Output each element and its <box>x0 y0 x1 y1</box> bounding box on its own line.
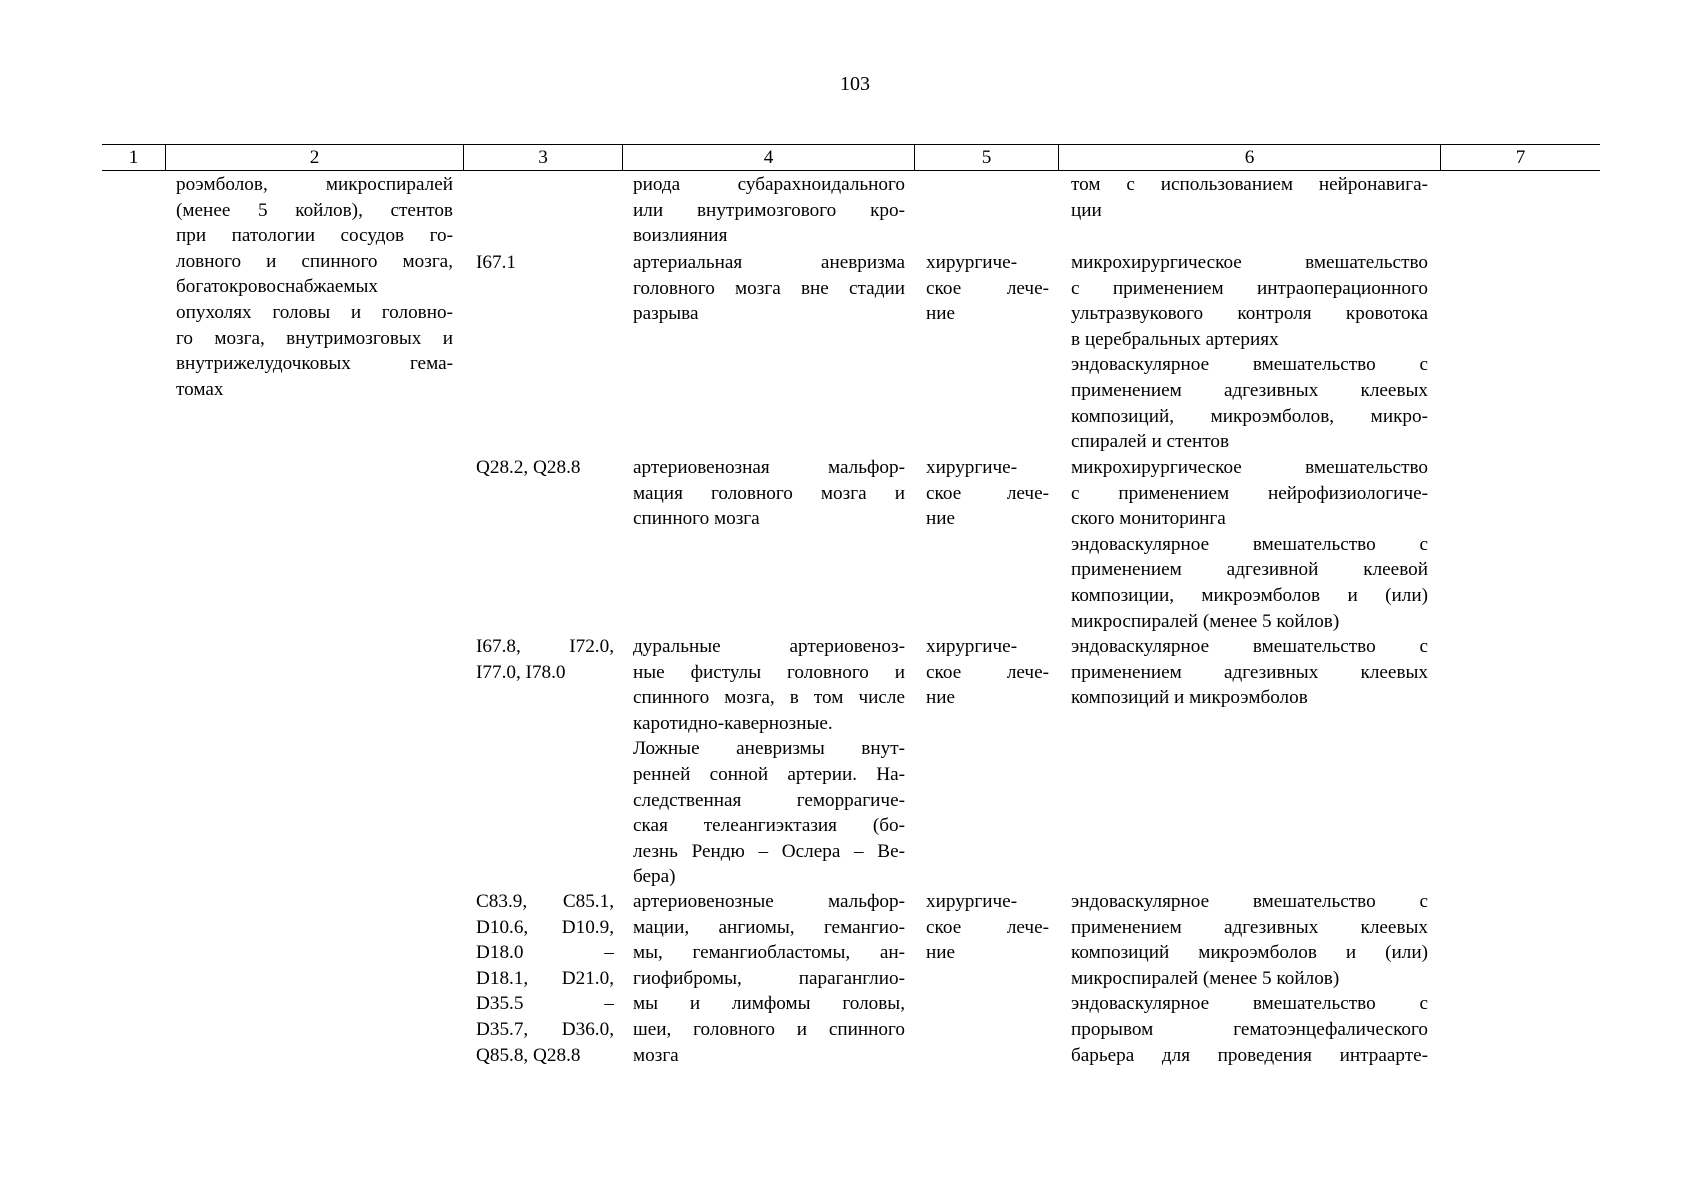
text-line: применением адгезивных клеевых <box>1071 379 1428 401</box>
row3-disease <box>633 634 905 890</box>
text-line: ные фистулы головного и <box>633 661 905 683</box>
text-line: композиций, микроэмболов, микро- <box>1071 405 1428 427</box>
row1-codes <box>476 250 614 276</box>
text-line: применением адгезивных клеевых <box>1071 916 1428 938</box>
text-line: спиралей и стентов <box>1071 431 1230 453</box>
text-line: опухолях головы и головно- <box>176 301 453 323</box>
text-line: ренней сонной артерии. На- <box>633 763 905 785</box>
row2-disease <box>633 455 905 532</box>
text-line: ние <box>926 687 956 709</box>
text-line: хирургиче- <box>926 252 1018 273</box>
text-line: Ложные аневризмы внут- <box>633 738 905 760</box>
row1-treatment <box>926 250 1049 327</box>
text-line: эндоваскулярное вмешательство с <box>1071 993 1428 1015</box>
text-line: ние <box>926 508 956 530</box>
text-line: спинного мозга, в том числе <box>633 687 905 709</box>
text-line: с применением интраоперационного <box>1071 277 1428 299</box>
text-line: композиций микроэмболов и (или) <box>1071 942 1428 964</box>
text-line: микроспиралей (менее 5 койлов) <box>1071 610 1340 632</box>
row1-disease <box>633 250 905 327</box>
text-line: артериальная аневризма <box>633 252 905 273</box>
text-line: головного мозга вне стадии <box>633 277 905 299</box>
col2-description <box>176 172 453 402</box>
text-line: спинного мозга <box>633 508 760 530</box>
text-line: ние <box>926 942 956 964</box>
text-line: гиофибромы, параганглио- <box>633 967 905 989</box>
text-line: D18.0 – <box>476 942 614 964</box>
text-line: роэмболов, микроспиралей <box>176 174 453 195</box>
text-line: I67.1 <box>476 252 516 273</box>
row2-method <box>1071 455 1428 634</box>
text-line: D35.5 – <box>476 993 614 1015</box>
text-line: ское лече- <box>926 482 1049 504</box>
text-line: применением адгезивных клеевых <box>1071 661 1428 683</box>
text-line: ультразвукового контроля кровотока <box>1071 303 1428 325</box>
row4-method <box>1071 889 1428 1068</box>
text-line: внутрижелудочковых гема- <box>176 353 453 375</box>
text-line: воизлияния <box>633 225 728 247</box>
text-line: D35.7, D36.0, <box>476 1018 614 1040</box>
text-line: I67.8, I72.0, <box>476 636 614 657</box>
text-line: каротидно-кавернозные. <box>633 712 833 734</box>
text-line: ское лече- <box>926 916 1049 938</box>
row3-codes <box>476 634 614 685</box>
text-line: ское лече- <box>926 277 1049 299</box>
row3-treatment <box>926 634 1049 711</box>
text-line: микроспиралей (менее 5 койлов) <box>1071 967 1340 989</box>
text-line: D18.1, D21.0, <box>476 967 614 989</box>
text-line: прорывом гематоэнцефалического <box>1071 1018 1428 1040</box>
header-col-6: 6 <box>1058 145 1440 170</box>
text-line: композиции, микроэмболов и (или) <box>1071 584 1428 606</box>
text-line: ская телеангиэктазия (бо- <box>633 815 905 837</box>
table-header-row <box>102 144 1600 171</box>
row4-treatment <box>926 889 1049 966</box>
text-line: композиций и микроэмболов <box>1071 687 1308 709</box>
text-line: шеи, головного и спинного <box>633 1018 905 1040</box>
text-line: эндоваскулярное вмешательство с <box>1071 891 1428 912</box>
text-line: микрохирургическое вмешательство <box>1071 252 1428 273</box>
text-line: мации, ангиомы, гемангио- <box>633 916 905 938</box>
text-line: ловного и спинного мозга, <box>176 250 453 272</box>
text-line: лезнь Рендю – Ослера – Ве- <box>633 840 905 862</box>
header-col-4: 4 <box>622 145 914 170</box>
header-col-2: 2 <box>165 145 463 170</box>
header-col-7: 7 <box>1440 145 1600 170</box>
row2-treatment <box>926 455 1049 532</box>
text-line: мозга <box>633 1044 679 1066</box>
text-line: том с использованием нейронавига- <box>1071 174 1428 195</box>
header-col-3: 3 <box>463 145 622 170</box>
text-line: при патологии сосудов го- <box>176 225 453 247</box>
row0-disease <box>633 172 905 249</box>
text-line: мы, гемангиобластомы, ан- <box>633 942 905 964</box>
text-line: с применением нейрофизиологиче- <box>1071 482 1428 504</box>
text-line: микрохирургическое вмешательство <box>1071 457 1428 478</box>
text-line: эндоваскулярное вмешательство с <box>1071 636 1428 657</box>
text-line: C83.9, C85.1, <box>476 891 614 912</box>
text-line: I77.0, I78.0 <box>476 661 566 683</box>
text-line: ции <box>1071 199 1102 221</box>
text-line: хирургиче- <box>926 457 1018 478</box>
text-line: хирургиче- <box>926 891 1018 912</box>
header-col-1: 1 <box>128 147 139 168</box>
text-line: ское лече- <box>926 661 1049 683</box>
row4-disease <box>633 889 905 1068</box>
text-line: Q28.2, Q28.8 <box>476 457 581 478</box>
text-line: артериовенозная мальфор- <box>633 457 905 478</box>
row1-method <box>1071 250 1428 455</box>
text-line: применением адгезивной клеевой <box>1071 559 1428 581</box>
row3-method <box>1071 634 1428 711</box>
text-line: в церебральных артериях <box>1071 328 1279 350</box>
text-line: эндоваскулярное вмешательство с <box>1071 533 1428 555</box>
text-line: или внутримозгового кро- <box>633 199 905 221</box>
text-line: ние <box>926 303 956 325</box>
text-line: ского мониторинга <box>1071 508 1226 530</box>
text-line: D10.6, D10.9, <box>476 916 614 938</box>
text-line: мы и лимфомы головы, <box>633 993 905 1015</box>
text-line: бера) <box>633 866 676 888</box>
row4-codes <box>476 889 614 1068</box>
text-line: эндоваскулярное вмешательство с <box>1071 354 1428 376</box>
text-line: риода субарахноидального <box>633 174 905 195</box>
text-line: го мозга, внутримозговых и <box>176 327 453 349</box>
text-line: артериовенозные мальфор- <box>633 891 905 912</box>
row0-method <box>1071 172 1428 223</box>
text-line: дуральные артериовеноз- <box>633 636 905 657</box>
text-line: (менее 5 койлов), стентов <box>176 199 453 221</box>
header-col-5: 5 <box>914 145 1058 170</box>
text-line: томах <box>176 378 224 400</box>
text-line: барьера для проведения интраарте- <box>1071 1044 1428 1066</box>
text-line: Q85.8, Q28.8 <box>476 1044 581 1066</box>
text-line: разрыва <box>633 303 699 325</box>
page-number: 103 <box>840 73 870 95</box>
text-line: богатокровоснабжаемых <box>176 276 378 298</box>
text-line: следственная геморрагиче- <box>633 789 905 811</box>
text-line: мация головного мозга и <box>633 482 905 504</box>
text-line: хирургиче- <box>926 636 1018 657</box>
row2-codes <box>476 455 614 481</box>
